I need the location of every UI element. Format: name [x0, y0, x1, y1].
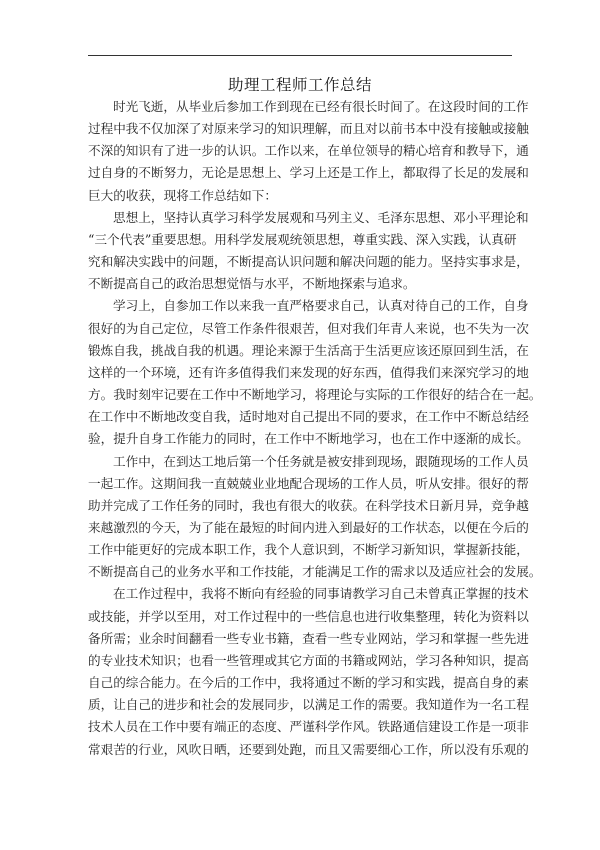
- text-line: 工作中，在到达工地后第一个任务就是被安排到现场，跟随现场的工作人员: [113, 453, 529, 469]
- text-line: 锻炼自我，挑战自我的机遇。理论来源于生活高于生活更应该还原回到生活，在: [88, 342, 529, 358]
- text-line: 备所需；业余时间翻看一些专业书籍，查看一些专业网站，学习和掌握一些先进: [88, 630, 529, 646]
- text-line: 方。我时刻牢记要在工作中不断地学习，将理论与实际的工作很好的结合在一起。: [88, 387, 542, 403]
- text-line: 在工作中不断地改变自我，适时地对自己提出不同的要求，在工作中不断总结经: [88, 409, 529, 425]
- text-line: 不断提高自己的业务水平和工作技能，才能满足工作的需求以及适应社会的发展。: [88, 564, 542, 580]
- document-body: [88, 96, 542, 761]
- text-line: 过自身的不断努力，无论是思想上、学习上还是工作上，都取得了长足的发展和: [88, 165, 529, 181]
- text-line: 来越激烈的今天，为了能在最短的时间内进入到最好的工作状态，以便在今后的: [88, 519, 529, 535]
- text-line: 自己的综合能力。在今后的工作中，我将通过不断的学习和实践，提高自身的素: [88, 675, 529, 691]
- text-line: 学习上，自参加工作以来我一直严格要求自己，认真对待自己的工作，自身: [113, 298, 529, 314]
- text-line: 在工作过程中，我将不断向有经验的同事请教学习自己未曾真正掌握的技术: [113, 586, 529, 602]
- text-line: 巨大的收获，现将工作总结如下：: [88, 187, 277, 203]
- paragraph-intro: [88, 96, 529, 207]
- paragraph-thought: [88, 207, 529, 296]
- text-line: 助并完成了工作任务的同时，我也有很大的收获。在科学技术日新月异，竞争越: [88, 497, 529, 513]
- text-line: 常艰苦的行业，风吹日晒，还要到处跑，而且又需要细心工作，所以没有乐观的: [88, 741, 529, 757]
- text-line: 不断提高自己的政治思想觉悟与水平，不断地探索与追求。: [88, 276, 416, 292]
- text-line: 这样的一个环境，还有许多值得我们来发现的好东西，值得我们来深究学习的地: [88, 364, 529, 380]
- text-line: 工作中能更好的完成本职工作，我个人意识到，不断学习新知识，掌握新技能，: [88, 542, 529, 558]
- header-rule: [88, 55, 512, 56]
- text-line: 时光飞逝，从毕业后参加工作到现在已经有很长时间了。在这段时间的工作: [113, 99, 529, 114]
- text-line: “三个代表”重要思想。用科学发展观统领思想，尊重实践、深入实践，认真研: [88, 231, 517, 247]
- document-title: 助理工程师工作总结: [227, 76, 372, 94]
- paragraph-study: [88, 295, 542, 450]
- text-line: 技术人员在工作中要有端正的态度、严谨科学作风。铁路通信建设工作是一项非: [88, 719, 529, 735]
- text-line: 或技能，并学以至用，对工作过程中的一些信息也进行收集整理，转化为资料以: [88, 608, 529, 624]
- text-line: 究和解决实践中的问题，不断提高认识问题和解决问题的能力。坚持实事求是，: [88, 254, 529, 270]
- text-line: 思想上，坚持认真学习科学发展观和马列主义、毛泽东思想、邓小平理论和: [113, 209, 529, 225]
- text-line: 验，提升自身工作能力的同时，在工作中不断地学习，也在工作中逐渐的成长。: [88, 431, 529, 447]
- text-line: 很好的为自己定位，尽管工作条件很艰苦，但对我们年青人来说，也不失为一次: [88, 320, 529, 336]
- text-line: 的专业技术知识；也看一些管理或其它方面的书籍或网站，学习各种知识，提高: [88, 652, 529, 668]
- text-line: 质，让自己的进步和社会的发展同步，以满足工作的需要。我知道作为一名工程: [88, 697, 529, 713]
- paragraph-work: [88, 451, 542, 761]
- text-line: 不深的知识有了进一步的认识。工作以来，在单位领导的精心培育和教导下，通: [88, 143, 529, 159]
- text-line: 过程中我不仅加深了对原来学习的知识理解，而且对以前书本中没有接触或接触: [88, 121, 529, 137]
- text-line: 一起工作。这期间我一直兢兢业业地配合现场的工作人员，听从安排。很好的帮: [88, 475, 529, 491]
